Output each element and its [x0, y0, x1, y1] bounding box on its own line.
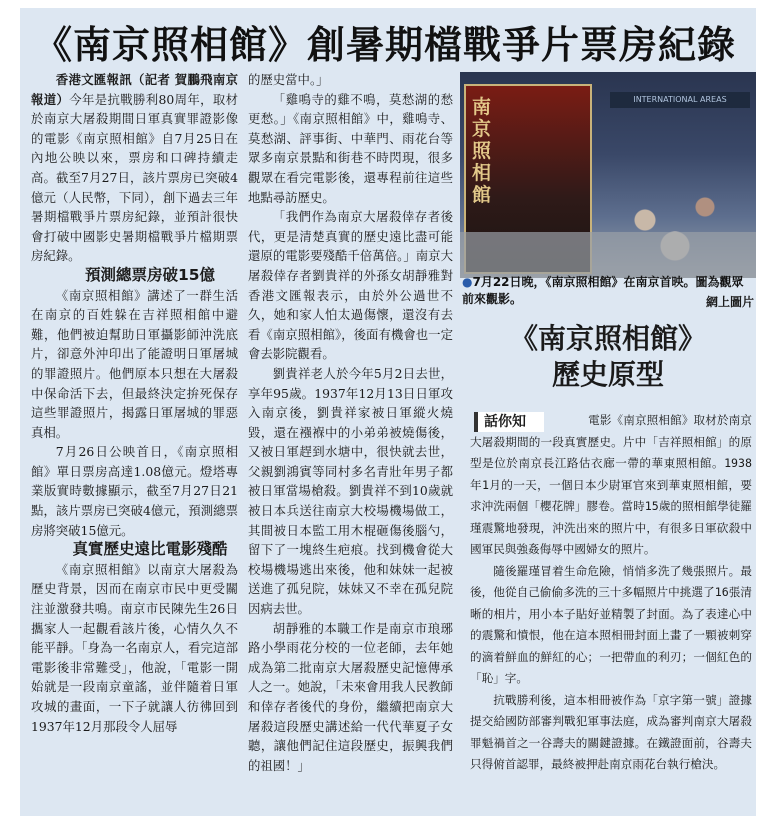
photo-credit: 網上圖片: [705, 295, 754, 309]
subhead-real-history: 真實歷史遠比電影殘酷: [72, 540, 228, 559]
bullet-icon: ●: [462, 275, 473, 289]
paragraph: 「雞鳴寺的雞不鳴，莫愁湖的愁更愁。」《南京照相館》中，雞鳴寺、莫愁湖、評事街、中華門、雨花台等眾多南京景點和街巷不時閃現，很多觀眾在看完電影後，還專程前往這些地點尋訪歷史。: [248, 91, 453, 205]
byline: 香港文匯報訊（記者 賀鵬飛南京報道）: [31, 72, 238, 107]
cinema-sign: INTERNATIONAL AREAS: [610, 92, 750, 108]
newspaper-page: [20, 8, 756, 816]
paragraph: 「我們作為南京大屠殺倖存者後代，更是清楚真實的歷史遠比盡可能還原的電影要殘酷千倍萬倍。」南京大屠殺倖存者劉貴祥的外孫女胡靜雅對香港文匯報表示，由於外公過世不久，她和家人怕太過傷懷，還沒有去看《南京照相館》，後面有機會也一定會去影院觀看。: [248, 209, 453, 362]
headline: 《南京照相館》創暑期檔戰爭片票房紀錄: [34, 23, 737, 67]
photo-caption: ●7月22日晚，《南京照相館》在南京首映。圖為觀眾前來觀影。: [462, 275, 744, 306]
article-column-1: [31, 70, 238, 736]
paragraph: 抗戰勝利後，這本相冊被作為「京字第一號」證據提交給國防部審判戰犯軍事法庭，成為審判南京大屠殺罪魁禍首之一谷壽夫的關鍵證據。在鐵證面前，谷壽夫只得俯首認罪，最終被押赴南京雨花台執行槍決。: [470, 692, 752, 771]
paragraph: 《南京照相館》以南京大屠殺為歷史背景，因而在南京市民中更受關注並激發共鳴。南京市民陳先生26日攜家人一起觀看該片後，心情久久不能平靜。「身為一名南京人，看完這部電影後非常難受」，他說，「電影一開始就是一段南京童謠，並伴隨着日軍攻城的畫面，一下子就讓人彷彿回到1937年12月那段令人屈辱: [31, 561, 238, 734]
subhead-box-office: 預測總票房破15億: [84, 265, 216, 284]
paragraph: 胡靜雅的本職工作是南京市琅琊路小學雨花分校的一位老師，去年她成為第二批南京大屠殺歷史記憶傳承人之一。她說，「未來會用我人民教師和倖存者後代的身份，繼續把南京大屠殺這段歷史講述給一代代華夏子女聽，讓他們記住這段歷史，振興我們的祖國！」: [248, 620, 453, 773]
sidebar-box: [460, 314, 756, 816]
sidebar-subtitle: 歷史原型: [551, 358, 664, 391]
cinema-floor: [460, 232, 756, 278]
poster-title: 南京照相館: [472, 96, 492, 206]
sidebar-text: [470, 410, 752, 776]
paragraph: 的歷史當中。」: [248, 72, 329, 87]
paragraph: 隨後羅瑾冒着生命危險，悄悄多洗了幾張照片。最後，他從自己偷偷多洗的三十多幅照片中挑選了16張清晰的相片，用小本子貼好並精製了封面。為了表達心中的震驚和憤恨，他在這本照相冊封面上畫了一顆被刺穿的滴着鮮血的鮮紅的心；一把帶血的利刃；一個紅色的「恥」字。: [470, 563, 752, 685]
premiere-photo: [460, 72, 756, 278]
paragraph: 劉貴祥老人於今年5月2日去世，享年95歲。1937年12月13日日軍攻入南京後，劉貴祥家被日軍縱火燒毀，還在襁褓中的小弟弟被燒傷後，又被日軍趕到水塘中，很快就去世，父親劉鴻賓等同村多名青壯年男子都被日軍當場槍殺。劉貴祥不到10歲就被日本兵送往南京大校場機場做工，其間被日本監工用木棍砸傷後腦勺，留下了一塊終生疤痕。找到機會從大校場機場逃出來後，他和妹妹一起被送進了孤兒院，妹妹又不幸在孤兒院因病去世。: [248, 365, 453, 617]
paragraph: 《南京照相館》講述了一群生活在南京的百姓躲在吉祥照相館中避難，他們被迫幫助日軍攝影師沖洗底片，卻意外沖印出了能證明日軍屠城的罪證照片。他們原本只想在大屠殺中保命活下去，但最終決定拚死保存這些罪證照片，揭露日軍屠城的罪惡真相。: [31, 287, 238, 440]
article-column-2: [248, 70, 453, 775]
lead-paragraph: 香港文匯報訊（記者 賀鵬飛南京報道）今年是抗戰勝利80周年，取材於南京大屠殺期間日軍真實罪證影像的電影《南京照相館》自7月25日在內地公映以來，票房和口碑持續走高。截至7月27日，該片票房已突破4億元（人民幣，下同），創下過去三年暑期檔戰爭片票房紀錄，並預計很快會打破中國影史暑期檔戰爭片檔期票房紀錄。: [31, 72, 238, 264]
info-tag: 話你知: [474, 412, 544, 432]
sidebar-title: 《南京照相館》: [509, 322, 706, 355]
paragraph: 電影《南京照相館》取材於南京大屠殺期間的一段真實歷史。片中「吉祥照相館」的原型是位於南京長江路估衣廊一帶的華東照相館。1938年1月的一天，一個日本少尉軍官來到華東照相館，要求沖洗兩個「櫻花牌」膠卷。當時15歲的照相館學徒羅瑾震驚地發現，沖洗出來的照片中，有很多日軍砍殺中國軍民與強姦侮辱中國婦女的照片。: [470, 413, 752, 556]
paragraph: 7月26日公映首日，《南京照相館》單日票房高達1.08億元。燈塔專業版實時數據顯示，截至7月27日21點，該片票房已突破4億元，預測總票房將突破15億元。: [31, 444, 238, 538]
